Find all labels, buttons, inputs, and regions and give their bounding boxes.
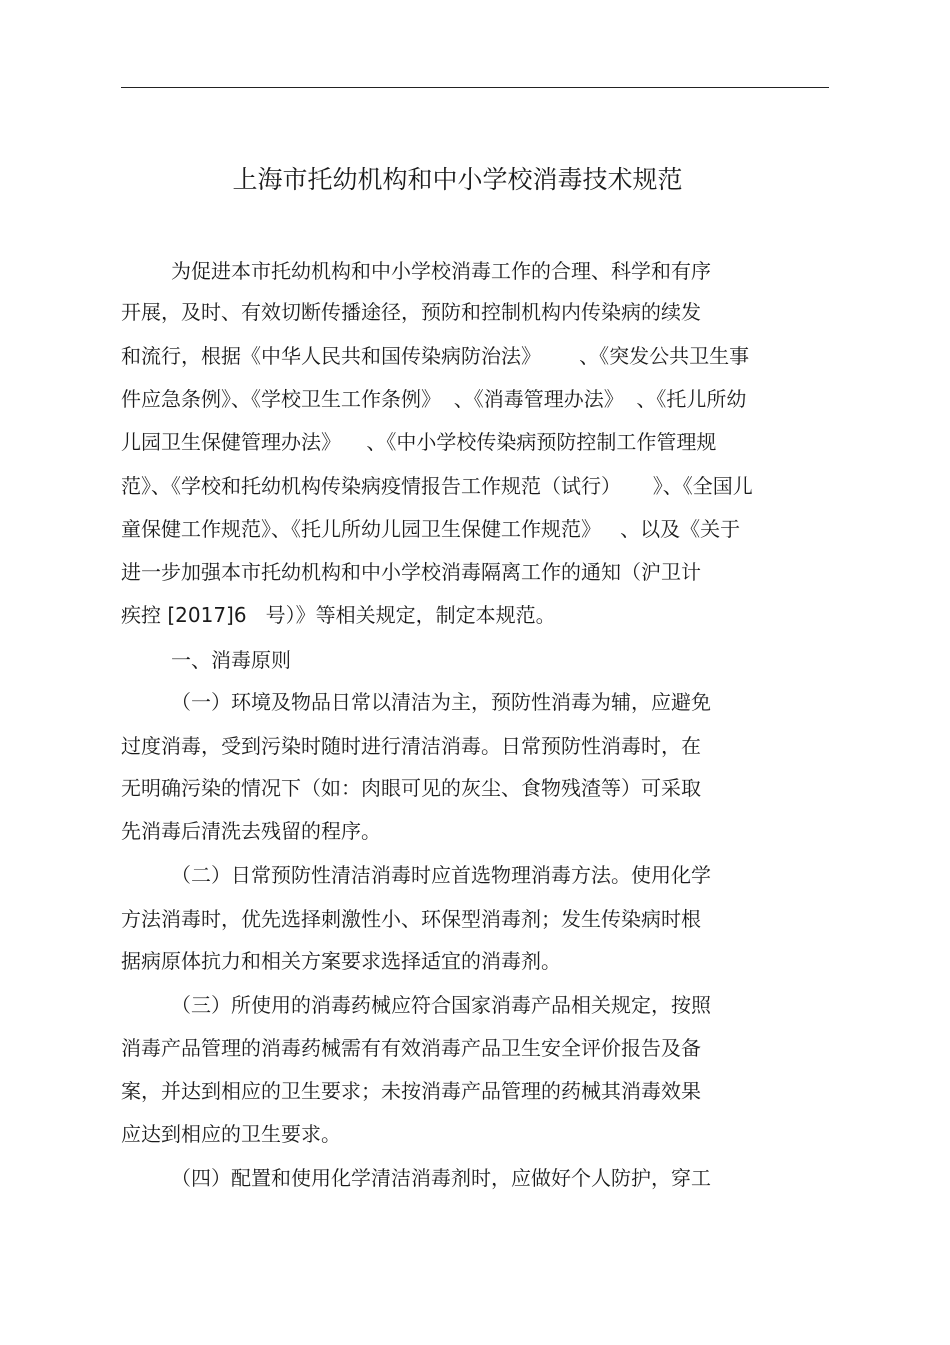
paragraph-line: 据病原体抗力和相关方案要求选择适宜的消毒剂。	[121, 949, 561, 973]
paragraph-line: 疾控 [2017]6 号）》等相关规定，制定本规范。	[121, 603, 556, 627]
paragraph-line: 开展，及时、有效切断传播途径，预防和控制机构内传染病的续发	[121, 300, 701, 324]
paragraph-line: 无明确污染的情况下（如：肉眼可见的灰尘、食物残渣等）可采取	[121, 776, 701, 800]
paragraph-line: 案，并达到相应的卫生要求；未按消毒产品管理的药械其消毒效果	[121, 1079, 701, 1103]
paragraph-line: 儿园卫生保健管理办法》 、《中小学校传染病预防控制工作管理规	[121, 430, 717, 454]
paragraph-line: （四）配置和使用化学清洁消毒剂时，应做好个人防护，穿工	[171, 1166, 711, 1190]
paragraph-line: （一）环境及物品日常以清洁为主，预防性消毒为辅，应避免	[171, 690, 711, 714]
paragraph-line: 消毒产品管理的消毒药械需有有效消毒产品卫生安全评价报告及备	[121, 1036, 701, 1060]
paragraph-line: 童保健工作规范》、《托儿所幼儿园卫生保健工作规范》 、以及《关于	[121, 517, 741, 541]
paragraph-line: 应达到相应的卫生要求。	[121, 1122, 341, 1146]
section-heading: 一、消毒原则	[171, 648, 291, 672]
paragraph-line: （三）所使用的消毒药械应符合国家消毒产品相关规定，按照	[171, 993, 711, 1017]
paragraph-line: 为促进本市托幼机构和中小学校消毒工作的合理、科学和有序	[171, 259, 711, 283]
header-rule	[121, 87, 829, 88]
paragraph-line: （二）日常预防性清洁消毒时应首选物理消毒方法。使用化学	[171, 863, 711, 887]
paragraph-line: 件应急条例》、《学校卫生工作条例》 、《消毒管理办法》 、《托儿所幼	[121, 387, 747, 411]
paragraph-line: 方法消毒时，优先选择刺激性小、环保型消毒剂；发生传染病时根	[121, 907, 701, 931]
document-title: 上海市托幼机构和中小学校消毒技术规范	[232, 165, 683, 194]
paragraph-line: 范》、《学校和托幼机构传染病疫情报告工作规范（试行） 》、《全国儿	[121, 474, 753, 498]
paragraph-line: 先消毒后清洗去残留的程序。	[121, 819, 381, 843]
paragraph-line: 过度消毒，受到污染时随时进行清洁消毒。日常预防性消毒时，在	[121, 734, 701, 758]
paragraph-line: 进一步加强本市托幼机构和中小学校消毒隔离工作的通知（沪卫计	[121, 560, 701, 584]
paragraph-line: 和流行，根据《中华人民共和国传染病防治法》 、《突发公共卫生事	[121, 344, 750, 368]
